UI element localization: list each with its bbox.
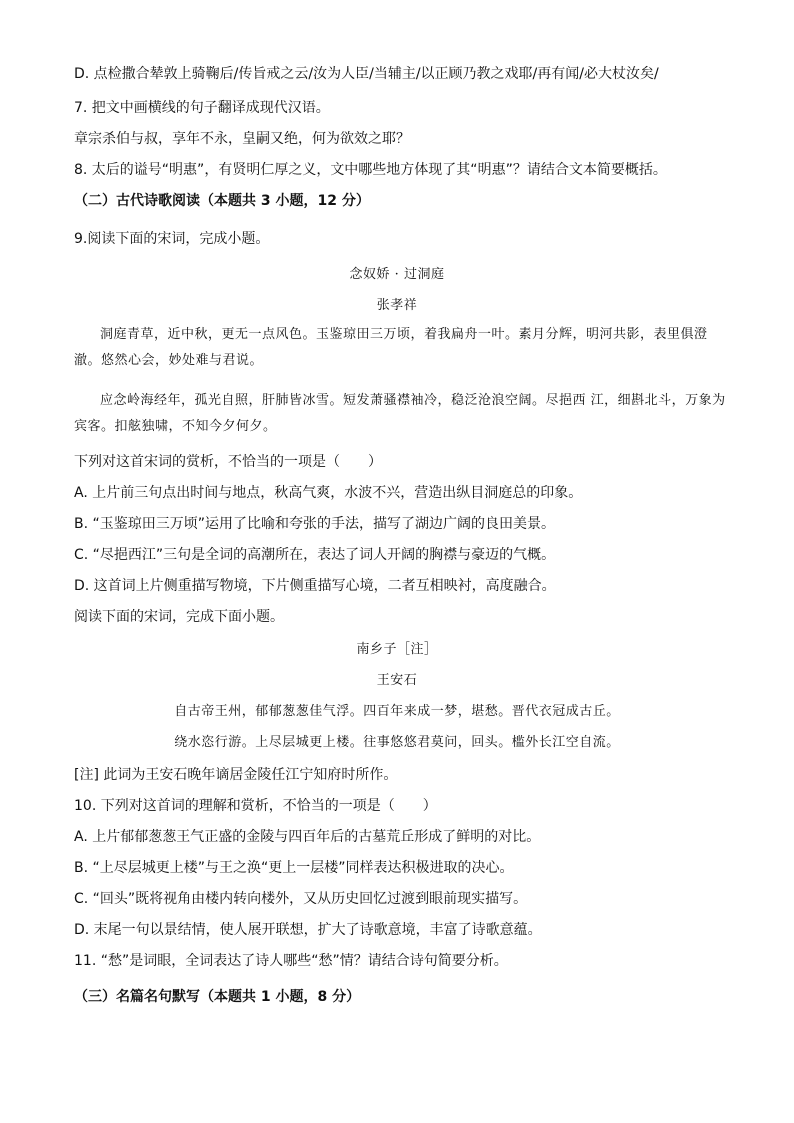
question-10-stem: 10. 下列对这首词的理解和赏析，不恰当的一项是（ ） (74, 798, 437, 814)
poem2-stanza1: 自古帝王州，郁郁葱葱佳气浮。四百年来成一梦，堪愁。晋代衣冠成古丘。 (174, 704, 620, 719)
option-c-q9: C. “尽挹西江”三句是全词的高潮所在，表达了词人开阔的胸襟与豪迈的气概。 (74, 547, 556, 563)
poem2-note: [注] 此词为王安石晚年谪居金陵任江宁知府时所作。 (74, 767, 398, 783)
poem2-stanza2: 绕水恣行游。上尽层城更上楼。往事悠悠君莫问，回头。槛外长江空自流。 (174, 735, 620, 750)
poem2-title: 南乡子［注］ (356, 642, 438, 657)
reading-intro-2: 阅读下面的宋词，完成下面小题。 (74, 609, 284, 625)
option-a-q10: A. 上片郁郁葱葱王气正盛的金陵与四百年后的古墓荒丘形成了鲜明的对比。 (74, 829, 541, 845)
section-heading-poetry: （二）古代诗歌阅读（本题共 3 小题，12 分） (74, 193, 370, 209)
question-7: 7. 把文中画横线的句子翻译成现代汉语。 (74, 100, 330, 116)
translation-sentence: 章宗杀伯与叔，享年不永，皇嗣又绝，何为欲效之耶？ (74, 131, 410, 147)
option-d-q6: D. 点检撒合辇敦上骑鞠后/传旨戒之云/汝为人臣/当辅主/以正顾乃教之戏耶/再有闻/必大杖汝矣/ (74, 66, 659, 82)
poem1-stanza2: 应念岭海经年，孤光自照，肝肺皆冰雪。短发萧骚襟袖冷，稳泛沧浪空阔。尽挹西 江，细斟北斗，万象为宾客。扣舷独啸，不知今夕何夕。 (74, 393, 726, 434)
question-9-stem: 下列对这首宋词的赏析，不恰当的一项是（ ） (74, 454, 382, 470)
option-b-q10: B. “上尽层城更上楼”与王之涣“更上一层楼”同样表达积极进取的决心。 (74, 860, 514, 876)
question-9-intro: 9.阅读下面的宋词，完成小题。 (74, 231, 270, 247)
poem2-author: 王安石 (376, 673, 418, 688)
option-b-q9: B. “玉鉴琼田三万顷”运用了比喻和夸张的手法，描写了湖边广阔的良田美景。 (74, 516, 556, 532)
poem1-stanza1: 洞庭青草，近中秋，更无一点风色。玉鉴琼田三万顷，着我扁舟一叶。素月分辉，明河共影，表里俱澄澈。悠然心会，妙处难与君说。 (74, 327, 708, 368)
option-d-q10: D. 末尾一句以景结情，使人展开联想，扩大了诗歌意境，丰富了诗歌意蕴。 (74, 922, 542, 938)
section-heading-recitation: （三）名篇名句默写（本题共 1 小题，8 分） (74, 989, 361, 1005)
option-d-q9: D. 这首词上片侧重描写物境，下片侧重描写心境，二者互相映衬，高度融合。 (74, 578, 556, 594)
poem1-title: 念奴娇 · 过洞庭 (349, 267, 445, 282)
option-c-q10: C. “回头”既将视角由楼内转向楼外，又从历史回忆过渡到眼前现实描写。 (74, 891, 528, 907)
question-8: 8. 太后的谥号“明惠”，有贤明仁厚之义，文中哪些地方体现了其“明惠”？请结合文本简要概括。 (74, 162, 667, 178)
poem1-author: 张孝祥 (376, 298, 418, 313)
question-11: 11. “愁”是词眼，全词表达了诗人哪些“愁”情？请结合诗句简要分析。 (74, 953, 508, 969)
option-a-q9: A. 上片前三句点出时间与地点，秋高气爽，水波不兴，营造出纵目洞庭总的印象。 (74, 485, 583, 501)
